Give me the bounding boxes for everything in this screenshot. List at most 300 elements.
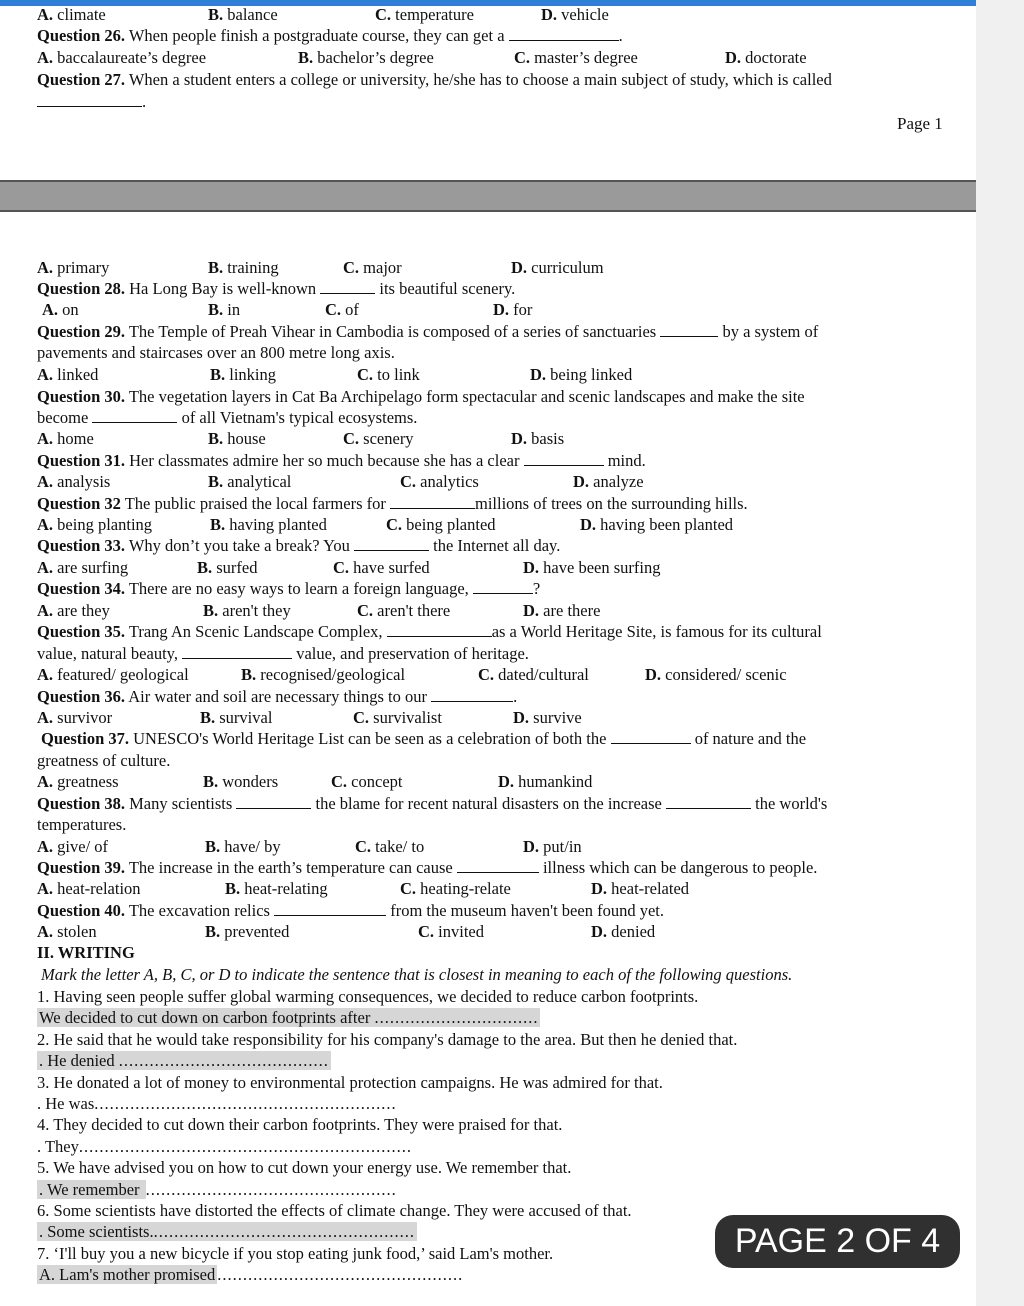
option-a [37,600,110,621]
writing-a6 [37,1221,417,1242]
option-text: have/ by [220,837,281,856]
question-text-end: by a system of [718,322,819,341]
question-37 [41,728,806,749]
option-text: survive [529,708,582,727]
answer-blank [390,494,475,509]
answer-blank [320,279,375,294]
question-text: UNESCO's World Heritage List can be seen as a celebration of both the [129,729,611,748]
option-letter: B. [208,472,224,491]
question-33 [37,535,560,556]
question-27 [37,69,832,90]
option-letter: C. [357,601,374,620]
answer-lead: . They [37,1137,79,1156]
option-c [355,836,424,857]
option-letter: D. [511,429,528,448]
page-indicator-badge: PAGE 2 OF 4 [715,1215,960,1268]
option-text: basis [527,429,565,448]
writing-q3: 3. He donated a lot of money to environmental protection campaigns. He was admired for that. [37,1073,663,1092]
option-c [325,299,359,320]
option-text: scenery [359,429,414,448]
option-a [37,257,109,278]
answer-blank [387,622,492,637]
option-text: to link [373,365,420,384]
answer-prompt-highlight: A. Lam's mother promised [39,1265,216,1284]
option-b [225,878,328,899]
question-number: Question 32 [37,494,121,513]
option-letter: D. [591,922,608,941]
question-number: Question 37. [41,729,130,748]
option-letter: D. [523,558,540,577]
option-a [37,514,152,535]
option-letter: D. [530,365,547,384]
option-text: prevented [220,922,290,941]
option-letter: A. [37,601,54,620]
option-letter: A. [37,5,54,24]
question-29 [37,321,818,342]
right-margin-strip [976,0,1024,1306]
option-d [498,771,592,792]
option-text: humankind [514,772,593,791]
option-b [208,299,240,320]
option-letter: D. [580,515,597,534]
option-letter: A. [37,708,54,727]
question-26 [37,25,623,46]
option-text: are surfing [53,558,129,577]
question-text: become [37,408,93,427]
option-b [298,47,434,68]
option-c [343,428,414,449]
option-letter: C. [325,300,342,319]
option-letter: D. [498,772,515,791]
option-text: heat-related [607,879,690,898]
answer-blank [457,858,539,873]
question-text-end: illness which can be dangerous to people. [538,858,818,877]
answer-dots: ......................................... [118,1051,329,1070]
option-letter: A. [37,665,54,684]
answer-lead: . Some scientists. [39,1222,154,1241]
option-b [210,364,276,385]
option-letter: C. [343,429,360,448]
question-31 [37,450,646,471]
option-text: temperature [391,5,474,24]
option-text: give/ of [53,837,109,856]
answer-blank [236,794,311,809]
question-number: Question 39. [37,858,126,877]
answer-blank [524,451,604,466]
answer-blank [611,729,691,744]
answer-dots: ................................................ [217,1265,464,1284]
writing-a4 [37,1136,412,1157]
option-d [725,47,807,68]
writing-q2: 2. He said that he would take responsibility for his company's damage to the area. But then he denied that. [37,1030,738,1049]
writing-q5: 5. We have advised you on how to cut down your energy use. We remember that. [37,1158,572,1177]
option-text: vehicle [557,5,609,24]
question-text-end: the world's [751,794,828,813]
option-text: balance [223,5,278,24]
option-b [205,921,289,942]
q35-line2 [37,643,529,664]
answer-blank [274,901,386,916]
answer-blank [509,26,619,41]
question-text: Air water and soil are necessary things to our [125,687,432,706]
answer-prompt-highlight: . We remember [39,1180,144,1199]
question-text: Ha Long Bay is well-known [125,279,321,298]
option-a [37,707,112,728]
option-text: climate [53,5,106,24]
writing-a1 [37,1007,540,1028]
question-text: When a student enters a college or university, he/she has to choose a main subject of study, which is called [125,70,832,89]
option-letter: D. [523,601,540,620]
option-text: survival [215,708,273,727]
option-text: in [223,300,241,319]
option-letter: A. [37,429,54,448]
option-text: curriculum [527,258,604,277]
top-accent-bar [0,0,976,6]
option-letter: B. [208,300,224,319]
option-text: house [223,429,266,448]
option-a [37,4,106,25]
question-text: When people finish a postgraduate course, they can get a [125,26,509,45]
question-number: Question 34. [37,579,126,598]
question-number: Question 28. [37,279,126,298]
option-d [530,364,632,385]
option-a [37,664,189,685]
question-34 [37,578,540,599]
option-d [513,707,582,728]
option-text: being planted [402,515,496,534]
option-text: wonders [218,772,279,791]
option-text: featured/ geological [53,665,189,684]
question-text: The vegetation layers in Cat Ba Archipelago form spectacular and scenic landscapes and make the site [125,387,805,406]
option-letter: C. [333,558,350,577]
option-letter: D. [725,48,742,67]
option-d [511,428,564,449]
option-b [208,428,266,449]
option-text: survivalist [369,708,442,727]
option-text: aren't they [218,601,291,620]
question-text: value, natural beauty, [37,644,183,663]
question-38 [37,793,827,814]
answer-blank [182,644,292,659]
answer-dots: ................................................................. [78,1137,412,1156]
question-number: Question 30. [37,387,126,406]
option-letter: B. [205,922,221,941]
writing-q4: 4. They decided to cut down their carbon footprints. They were praised for that. [37,1115,563,1134]
option-d [523,557,660,578]
option-text: being planting [53,515,153,534]
option-text: doctorate [741,48,807,67]
option-letter: B. [225,879,241,898]
option-text: analyze [589,472,644,491]
answer-blank [354,536,429,551]
question-number: Question 26. [37,26,126,45]
option-c [357,600,450,621]
question-40 [37,900,664,921]
option-c [400,471,479,492]
option-text: having been planted [596,515,734,534]
question-number: Question 40. [37,901,126,920]
question-number: Question 33. [37,536,126,555]
option-letter: C. [355,837,372,856]
question-text-end: of all Vietnam's typical ecosystems. [177,408,418,427]
option-a [37,47,206,68]
question-text-end: its beautiful scenery. [375,279,516,298]
punctuation: . [618,26,623,45]
option-text: concept [347,772,403,791]
question-number: Question 31. [37,451,126,470]
option-text: have been surfing [539,558,661,577]
answer-dots: ................................................. [145,1180,397,1199]
question-text: The public praised the local farmers for [120,494,390,513]
option-letter: B. [205,837,221,856]
option-b [205,836,281,857]
option-text: primary [53,258,110,277]
option-b [210,514,327,535]
answer-dots: ................................................... [153,1222,415,1241]
option-c [331,771,402,792]
question-number: Question 38. [37,794,126,813]
option-text: dated/cultural [494,665,589,684]
option-letter: B. [210,365,226,384]
question-text-end: value, and preservation of heritage. [292,644,529,663]
option-text: surfed [212,558,258,577]
option-text: of [341,300,359,319]
option-c [514,47,638,68]
question-text-end: from the museum haven't been found yet. [386,901,664,920]
question-number: Question 36. [37,687,126,706]
option-c [353,707,442,728]
q37-line2: greatness of culture. [37,751,171,770]
writing-q7: 7. ‘I'll buy you a new bicycle if you stop eating junk food,’ said Lam's mother. [37,1244,554,1263]
answer-blank-2 [666,794,751,809]
option-letter: D. [493,300,510,319]
question-30 [37,386,805,407]
option-text: being linked [546,365,633,384]
option-b [208,257,279,278]
answer-dots: ........................................................... [94,1094,397,1113]
option-text: considered/ scenic [661,665,787,684]
option-d [541,4,609,25]
question-text-end: . [513,687,518,706]
option-letter: A. [37,365,54,384]
option-text: master’s degree [530,48,638,67]
option-text: greatness [53,772,119,791]
option-letter: C. [357,365,374,384]
writing-a7 [37,1264,463,1285]
option-c [478,664,589,685]
question-text-mid: the blame for recent natural disasters on the increase [311,794,666,813]
option-a [37,364,98,385]
option-text: having planted [225,515,327,534]
option-letter: C. [386,515,403,534]
option-a [37,557,128,578]
q29-line2: pavements and staircases over an 800 metre long axis. [37,343,395,362]
answer-prompt [37,1222,417,1241]
option-letter: B. [208,429,224,448]
option-text: aren't there [373,601,451,620]
option-letter: A. [37,515,54,534]
question-28 [37,278,515,299]
option-letter: D. [511,258,528,277]
question-36 [37,686,517,707]
question-text: Her classmates admire her so much because she has a clear [125,451,524,470]
answer-blank [37,92,142,107]
question-39 [37,857,817,878]
option-text: analysis [53,472,111,491]
option-text: take/ to [371,837,425,856]
option-letter: B. [200,708,216,727]
question-number: Question 29. [37,322,126,341]
writing-q6: 6. Some scientists have distorted the effects of climate change. They were accused of that. [37,1201,632,1220]
question-text: Trang An Scenic Landscape Complex, [125,622,387,641]
option-text: stolen [53,922,97,941]
option-a [37,878,141,899]
question-text: The excavation relics [125,901,275,920]
option-letter: A. [37,48,54,67]
option-c [343,257,402,278]
question-text-end: as a World Heritage Site, is famous for its cultural [491,622,822,641]
option-text: training [223,258,279,277]
option-text: home [53,429,94,448]
option-letter: A. [37,879,54,898]
option-letter: D. [573,472,590,491]
option-text: on [58,300,79,319]
writing-q1: 1. Having seen people suffer global warming consequences, we decided to reduce carbon footprints. [37,987,699,1006]
option-d [591,921,655,942]
option-a [37,836,108,857]
option-letter: A. [37,558,54,577]
option-letter: B. [241,665,257,684]
option-letter: D. [645,665,662,684]
option-letter: B. [208,258,224,277]
option-letter: B. [298,48,314,67]
option-letter: A. [37,837,54,856]
q30-line2 [37,407,417,428]
option-letter: C. [353,708,370,727]
answer-dots: ................................ [374,1008,539,1027]
option-letter: B. [203,772,219,791]
option-letter: C. [418,922,435,941]
question-text: Why don’t you take a break? You [125,536,354,555]
option-letter: B. [208,5,224,24]
punctuation: . [142,92,147,111]
option-d [523,836,582,857]
option-a [37,771,119,792]
option-letter: A. [37,258,54,277]
answer-prompt [37,1008,540,1027]
option-letter: D. [513,708,530,727]
answer-lead: . He was [37,1094,95,1113]
option-d [511,257,604,278]
question-text: There are no easy ways to learn a foreign language, [125,579,473,598]
option-text: bachelor’s degree [313,48,434,67]
option-letter: C. [514,48,531,67]
option-b [241,664,405,685]
question-number: Question 35. [37,622,126,641]
page-number: Page 1 [897,114,943,133]
question-text: Many scientists [125,794,237,813]
option-a [42,299,79,320]
writing-heading: II. WRITING [37,943,135,962]
answer-lead: We decided to cut down on carbon footprints after [39,1008,375,1027]
option-letter: B. [210,515,226,534]
question-text: The increase in the earth’s temperature can cause [125,858,457,877]
option-b [208,4,278,25]
writing-a3 [37,1093,397,1114]
option-b [203,600,291,621]
option-a [37,471,110,492]
option-c [375,4,474,25]
option-c [400,878,511,899]
option-b [208,471,291,492]
question-35 [37,621,822,642]
question-text-end: of nature and the [690,729,807,748]
option-text: invited [434,922,484,941]
option-text: linking [225,365,277,384]
q38-line2: temperatures. [37,815,127,834]
option-text: heat-relating [240,879,328,898]
option-b [200,707,272,728]
option-b [203,771,278,792]
option-letter: C. [400,879,417,898]
option-letter: A. [42,300,59,319]
option-c [357,364,420,385]
question-32 [37,493,748,514]
option-d [591,878,689,899]
option-text: linked [53,365,99,384]
option-letter: D. [541,5,558,24]
option-letter: D. [591,879,608,898]
option-text: are there [539,601,601,620]
option-letter: C. [375,5,392,24]
option-letter: C. [400,472,417,491]
option-letter: B. [197,558,213,577]
question-text-end: millions of trees on the surrounding hills. [474,494,748,513]
option-a [37,428,94,449]
answer-blank [660,322,718,337]
writing-a5 [37,1179,397,1200]
option-text: heating-relate [416,879,511,898]
option-letter: A. [37,922,54,941]
option-c [418,921,484,942]
option-text: put/in [539,837,582,856]
answer-blank [431,687,513,702]
option-text: analytics [416,472,479,491]
answer-lead: . He denied [39,1051,119,1070]
writing-a2 [37,1050,331,1071]
option-text: heat-relation [53,879,141,898]
option-d [580,514,733,535]
option-text: analytical [223,472,292,491]
option-text: baccalaureate’s degree [53,48,207,67]
option-c [333,557,430,578]
option-text: recognised/geological [256,665,406,684]
option-letter: D. [523,837,540,856]
option-text: for [509,300,533,319]
question-text-end: mind. [603,451,646,470]
answer-blank [473,579,533,594]
option-letter: B. [203,601,219,620]
option-letter: A. [37,472,54,491]
option-letter: A. [37,772,54,791]
option-d [523,600,600,621]
option-d [645,664,787,685]
question-text: The Temple of Preah Vihear in Cambodia is composed of a series of sanctuaries [125,322,661,341]
option-letter: C. [478,665,495,684]
question-text-end: ? [532,579,541,598]
answer-blank [92,408,177,423]
answer-prompt [37,1051,331,1070]
